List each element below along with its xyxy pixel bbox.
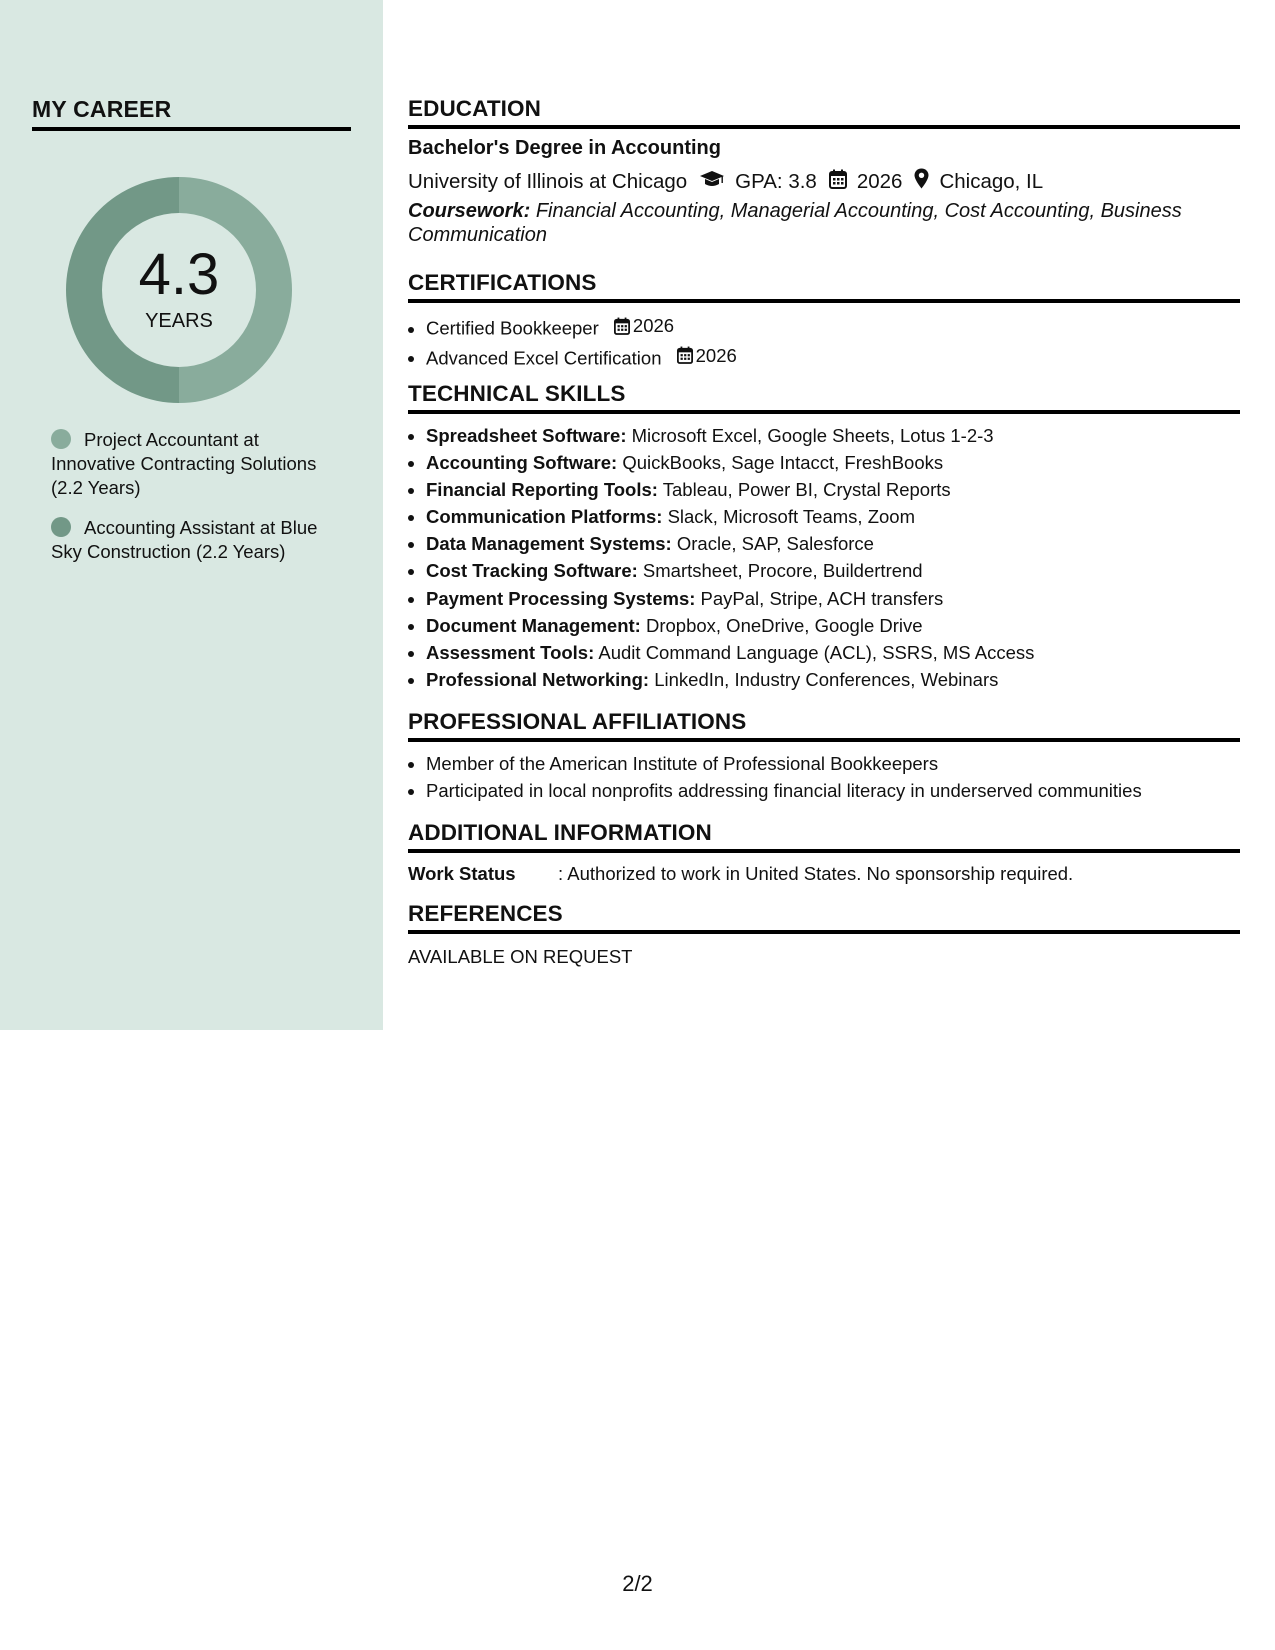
career-item-text: Accounting Assistant at Blue Sky Construction (2.2 Years) [51, 517, 318, 562]
skill-item [426, 612, 1240, 639]
map-pin-icon [914, 168, 929, 195]
coursework [408, 199, 1240, 247]
skill-item [426, 422, 1240, 449]
degree-title: Bachelor's Degree in Accounting [408, 137, 721, 159]
page-number: 2/2 [622, 1571, 653, 1596]
list-item: • Member of the American Institute of Professional Bookkeepers [426, 750, 1240, 777]
career-legend-dot [51, 429, 71, 449]
certification-year: 2026 [632, 315, 675, 336]
skill-label: Financial Reporting Tools: [426, 479, 658, 501]
skill-label: Assessment Tools: [426, 641, 595, 663]
total-years-value: 4.3 [138, 242, 220, 307]
career-item-text: Project Accountant at Innovative Contracting Solutions (2.2 Years) [51, 429, 317, 498]
skill-label: Professional Networking: [426, 668, 650, 690]
skill-label: Spreadsheet Software: [426, 425, 627, 446]
skill-value: Microsoft Excel, Google Sheets, Lotus 1-2-3 [631, 425, 994, 446]
references-text: AVAILABLE ON REQUEST [408, 946, 633, 967]
work-status [408, 863, 1073, 885]
skill-value: Smartsheet, Procore, Buildertrend [642, 560, 923, 582]
career-item [51, 516, 341, 564]
education-location: Chicago, IL [939, 169, 1044, 193]
coursework-label: Coursework: [408, 200, 531, 222]
skill-label: Payment Processing Systems: [426, 587, 696, 609]
skill-item [426, 585, 1240, 612]
work-status-value: : Authorized to work in United States. No sponsorship required. [558, 863, 1074, 884]
certification-name: Certified Bookkeeper [426, 317, 599, 339]
skill-item [426, 639, 1240, 666]
skill-label: Cost Tracking Software: [426, 560, 638, 582]
skill-label: Accounting Software: [426, 452, 618, 474]
certifications-heading: CERTIFICATIONS [408, 270, 1240, 303]
skill-value: Oracle, SAP, Salesforce [676, 533, 874, 555]
skill-value: Dropbox, OneDrive, Google Drive [645, 614, 923, 636]
career-legend-dot [51, 517, 71, 537]
career-sidebar [0, 0, 383, 1030]
certification-year: 2026 [695, 344, 737, 366]
skill-label: Communication Platforms: [426, 506, 663, 528]
skill-item [426, 449, 1240, 476]
references-heading: REFERENCES [408, 901, 1240, 934]
additional-info-heading: ADDITIONAL INFORMATION [408, 820, 1240, 853]
skill-item [426, 530, 1240, 557]
career-heading: MY CAREER [32, 96, 351, 131]
graduation-year: 2026 [856, 169, 903, 193]
skill-label: Data Management Systems: [426, 533, 672, 555]
certification-year-group [677, 342, 737, 369]
gpa-value: GPA: 3.8 [735, 169, 817, 193]
affiliations-heading: PROFESSIONAL AFFILIATIONS [408, 709, 1240, 742]
list-item [426, 342, 1240, 372]
calendar-icon [677, 346, 693, 364]
school-name: University of Illinois at Chicago [408, 169, 688, 193]
skill-value: Tableau, Power BI, Crystal Reports [662, 479, 951, 501]
technical-skills-heading: TECHNICAL SKILLS [408, 381, 1240, 414]
skill-item [426, 557, 1240, 584]
list-item: • Participated in local nonprofits addressing financial literacy in underserved communities [426, 777, 1240, 804]
graduation-cap-icon [699, 170, 725, 194]
skill-item [426, 503, 1240, 530]
skill-value: Audit Command Language (ACL), SSRS, MS Access [598, 641, 1035, 663]
calendar-icon [614, 317, 630, 335]
skill-value: Slack, Microsoft Teams, Zoom [667, 506, 915, 528]
career-item [51, 428, 341, 500]
work-status-label: Work Status [408, 863, 516, 884]
skill-value: PayPal, Stripe, ACH transfers [700, 587, 944, 609]
coursework-list: Financial Accounting, Managerial Accounting, Cost Accounting, Business Communication [408, 200, 1182, 246]
certification-name: Advanced Excel Certification [426, 347, 662, 368]
certifications-list [408, 312, 1240, 371]
calendar-icon [829, 169, 847, 195]
total-years-label: YEARS [145, 310, 213, 332]
skill-value: LinkedIn, Industry Conferences, Webinars [654, 668, 999, 690]
skill-value: QuickBooks, Sage Intacct, FreshBooks [622, 452, 944, 474]
certification-year-group [614, 312, 674, 339]
education-heading: EDUCATION [408, 96, 1240, 129]
skill-label: Document Management: [426, 614, 641, 636]
skill-item [426, 666, 1240, 693]
affiliations-list [408, 750, 1240, 804]
technical-skills-list [408, 422, 1240, 693]
list-item [426, 312, 1240, 342]
skill-item [426, 476, 1240, 503]
education-details [408, 168, 1043, 195]
